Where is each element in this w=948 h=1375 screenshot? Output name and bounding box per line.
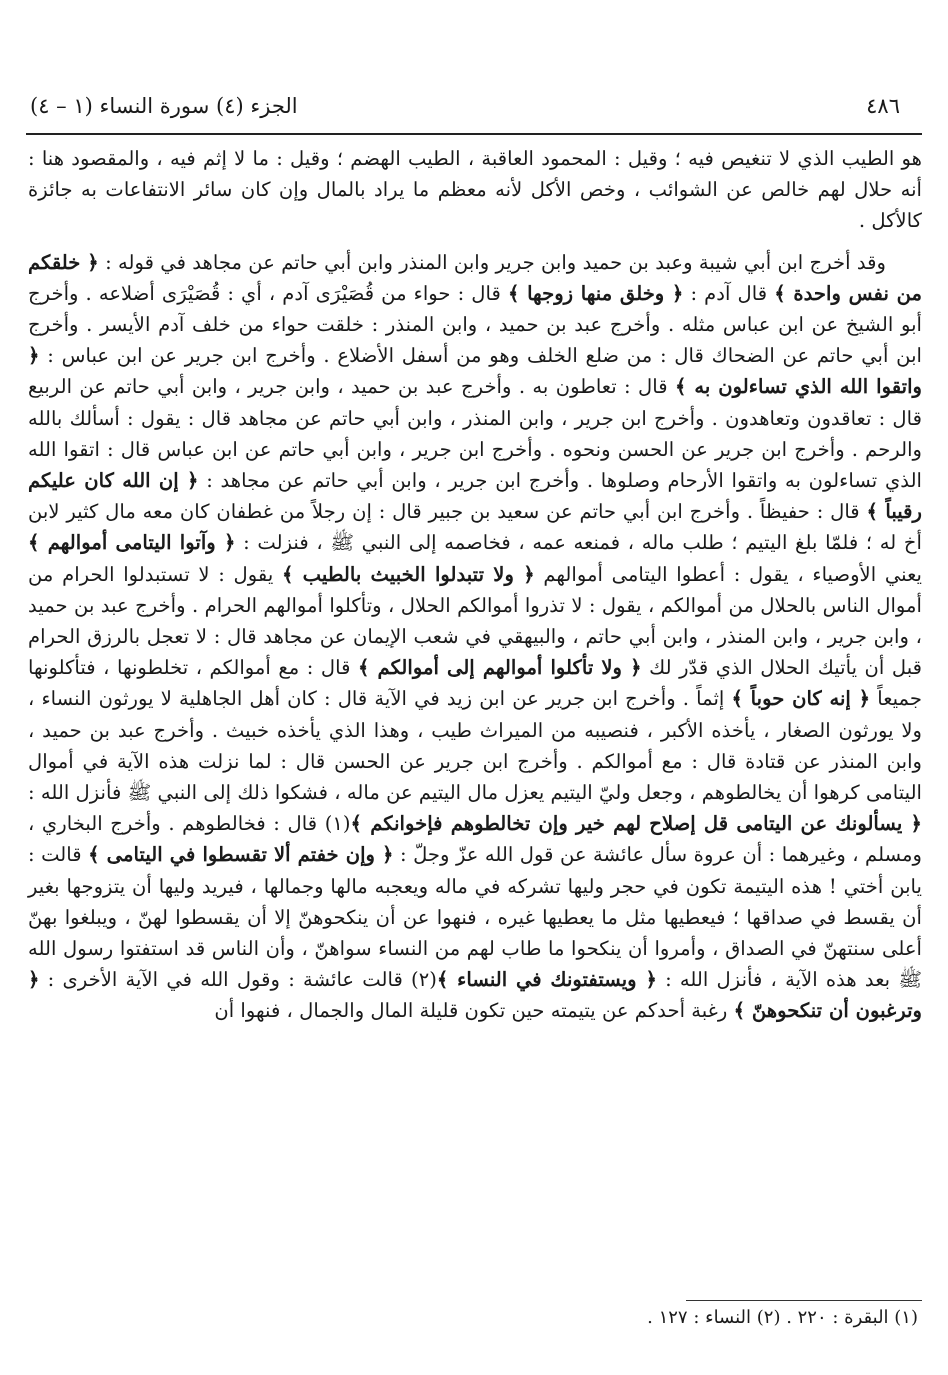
quran-quote: ﴿ وترغبون أن تنكحوهنّ ﴾: [28, 968, 922, 1023]
text-run: إثماً . وأخرج ابن جرير عن ابن زيد في الآية قال : كان أهل الجاهلية لا يورثون النساء ، ولا يورثون الصغار ، يأخذه الأكبر ، فنصيبه من الميراث طيب ، وهذا الذي يأخذه خبيث . وأخرج عبد بن حميد ، وابن المنذر عن قتادة قال : مع أموالكم . وأخرج ابن جرير عن الحسن قال : لما نزلت هذه الآية في أموال اليتامى كرهوا أن يخالطوهم ، وجعل وليّ اليتيم يعزل مال اليتيم عن ماله ، فشكوا ذلك إلى النبي ﷺ فأنزل الله :: [28, 687, 922, 805]
text-run: يعني الأوصياء ، يقول : أعطوا اليتامى أموالهم: [534, 562, 922, 586]
text-run: قال : حفيظاً . وأخرج ابن أبي حاتم عن سعيد بن جبير قال : إن رجلاً من غطفان كان معه مال كثير لابن أخ له ؛ فلمّا بلغ اليتيم ؛ طلب ماله ، فمنعه عمه ، فخاصمه إلى النبي ﷺ ، فنزلت :: [28, 500, 922, 555]
quran-quote: ﴿ ولا تتبدلوا الخبيث بالطيب ﴾: [281, 562, 535, 586]
page-number: ٤٨٦: [866, 94, 900, 118]
footnote-rule: [686, 1300, 922, 1301]
paragraph: [28, 247, 922, 1027]
quran-quote: ﴿ خلقكم من نفس واحدة ﴾: [28, 250, 922, 305]
header-rule: [26, 133, 922, 135]
quran-quote: ﴿ واتقوا الله الذي تساءلون به ﴾: [28, 344, 922, 399]
running-title: الجزء (٤) سورة النساء (١ – ٤): [30, 94, 298, 118]
running-header: [30, 94, 918, 130]
text-run: (٢) قالت عائشة : وقول الله في الآية الأخرى :: [39, 968, 437, 992]
text-run: قال : تعاطون به . وأخرج عبد بن حميد ، وابن جرير ، وابن أبي حاتم عن الربيع قال : تعاقدون وتعاهدون . وأخرج ابن جرير ، وابن المنذر ، وابن أبي حاتم عن مجاهد قال : يقول : أسألك بالله والرحم . وأخرج ابن جرير عن الحسن ونحوه . وأخرج ابن جرير ، وابن أبي حاتم عن ابن عباس قال : اتقوا الله الذي تساءلون به واتقوا الأرحام وصلوها . وأخرج ابن جرير ، وابن أبي حاتم عن مجاهد :: [28, 375, 922, 493]
text-run: قال : مع أموالكم ، تخلطونها ، فتأكلونها جميعاً: [28, 656, 922, 711]
text-run: وقد أخرج ابن أبي شيبة وعبد بن حميد وابن جرير وابن المنذر وابن أبي حاتم عن مجاهد في قوله :: [98, 250, 886, 274]
text-run: قال : حواء من قُصَيْرَى آدم ، أي : قُصَيْرَى أضلاعه . وأخرج أبو الشيخ عن ابن عباس مثله . وأخرج عبد بن حميد ، وابن المنذر : خلقت حواء من خلف آدم الأيسر . وأخرج ابن أبي حاتم عن الضحاك قال : من ضلع الخلف وهو من أسفل الأضلاع . وأخرج ابن جرير عن ابن عباس :: [28, 281, 922, 368]
footnotes: (١) البقرة : ٢٢٠ . (٢) النساء : ١٢٧ .: [647, 1307, 918, 1328]
text-run: هو الطيب الذي لا تنغيص فيه ؛ وقيل : المحمود العاقبة ، الطيب الهضم ؛ وقيل : ما لا إثم فيه ، والمقصود هنا : أنه حلال لهم خالص عن الشوائب ، وخص الأكل لأنه معظم ما يراد بالمال وإن كان سائر الانتفاعات به جائزة كالأكل .: [28, 147, 922, 233]
text-run: (١) قال : فخالطوهم . وأخرج البخاري ، ومسلم ، وغيرهما : أن عروة سأل عائشة عن قول الله عزّ وجلّ :: [28, 812, 923, 867]
quran-quote: ﴿ إنه كان حوباً ﴾: [731, 687, 871, 711]
quran-quote: ﴿ وآتوا اليتامى أموالهم ﴾: [28, 531, 236, 555]
text-run: قالت : يابن أختي ! هذه اليتيمة تكون في حجر وليها تشركه في ماله ويعجبه مالها وجمالها ، فيريد وليها أن يتزوجها بغير أن يقسط في صداقها ؛ فيعطيها مثل ما يعطيها غيره ، فنهوا عن أن ينكحوهنّ إلا أن يقسطوا لهنّ ، ويبلغوا بهنّ أعلى سنتهنّ في الصداق ، وأمروا أن ينكحوا ما طاب لهم من النساء سواهنّ ، وأن الناس قد استفتوا رسول الله ﷺ بعد هذه الآية ، فأنزل الله :: [28, 843, 922, 992]
paragraph: [28, 143, 922, 237]
quran-quote: ﴿ وخلق منها زوجها ﴾: [507, 281, 684, 305]
text-run: قال آدم :: [683, 281, 775, 305]
text-run: يقول : لا تستبدلوا الحرام من أموال الناس بالحلال من أموالكم ، يقول : لا تذروا أموالكم الحلال ، وتأكلوا أموالهم الحرام . وأخرج عبد بن حميد ، وابن جرير ، وابن المنذر ، وابن أبي حاتم ، والبيهقي في شعب الإيمان عن مجاهد قال : لا تعجل بالرزق الحرام قبل أن يأتيك الحلال الذي قدّر لك: [28, 562, 922, 680]
body-text: [28, 143, 922, 1027]
quran-quote: ﴿ يسألونك عن اليتامى قل إصلاح لهم خير وإن تخالطوهم فإخوانكم ﴾: [350, 812, 922, 836]
quran-quote: ﴿ وإن خفتم ألا تقسطوا في اليتامى ﴾: [88, 843, 394, 867]
quran-quote: ﴿ ولا تأكلوا أموالهم إلى أموالكم ﴾: [357, 656, 642, 680]
quran-quote: ﴿ إن الله كان عليكم رقيباً ﴾: [28, 469, 922, 524]
quran-quote: ﴿ ويستفتونك في النساء ﴾: [436, 968, 657, 992]
text-run: رغبة أحدكم عن يتيمته حين تكون قليلة المال والجمال ، فنهوا أن: [214, 999, 734, 1023]
